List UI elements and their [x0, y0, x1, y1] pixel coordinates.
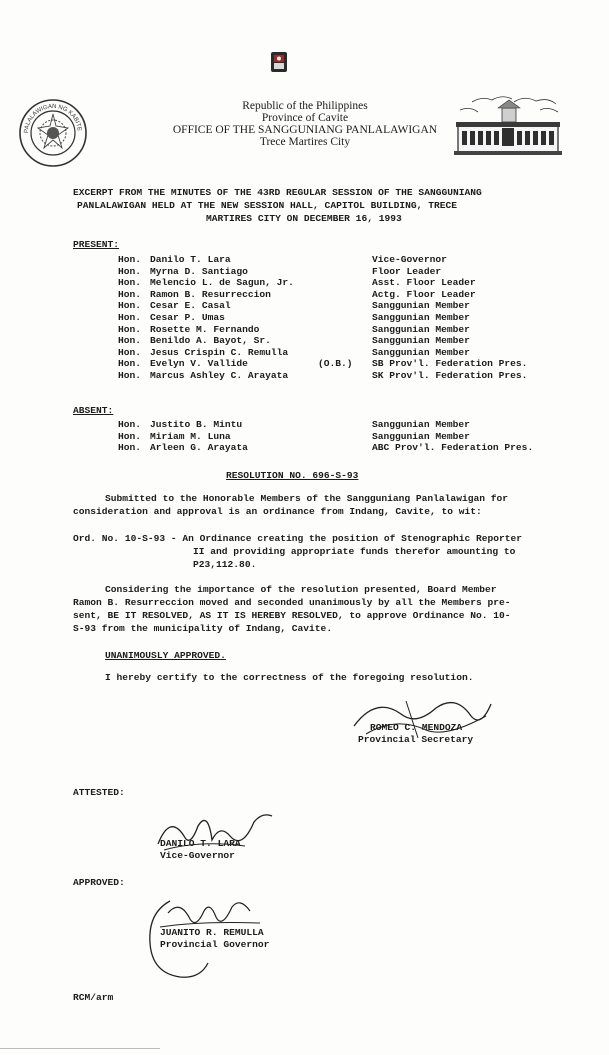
submitted-line-1: Submitted to the Honorable Members of the Sangguniang Panlalawigan for: [105, 493, 509, 504]
considering-line-3: sent, BE IT RESOLVED, AS IT IS HEREBY RESOLVED, to approve Ordinance No. 10-: [73, 610, 511, 621]
vice-governor-name: DANILO T. LARA: [160, 838, 241, 849]
present-member: Hon. Marcus Ashley C. Arayata SK Prov'l. Federation Pres.: [118, 369, 528, 381]
present-member: Hon. Cesar E. Casal Sanggunian Member: [118, 300, 470, 312]
top-emblem-icon: [271, 52, 287, 72]
considering-line-2: Ramon B. Resurreccion moved and seconded unanimously by all the Members pre-: [73, 597, 511, 608]
present-label: PRESENT:: [73, 239, 120, 250]
reference-initials: RCM/arm: [73, 992, 114, 1003]
letterhead-republic: Republic of the Philippines: [242, 100, 368, 112]
present-member: Hon. Danilo T. Lara Vice-Governor: [118, 254, 447, 265]
present-member: Hon. Myrna D. Santiago Floor Leader: [118, 265, 442, 277]
present-member: Hon. Melencio L. de Sagun, Jr. Asst. Floor Leader: [118, 277, 476, 289]
present-member: Hon. Evelyn V. Vallide (O.B.) SB Prov'l. Federation Pres.: [118, 358, 528, 370]
unanimously-approved: UNANIMOUSLY APPROVED.: [105, 650, 226, 661]
approved-label: APPROVED:: [73, 877, 125, 888]
governor-title: Provincial Governor: [160, 939, 270, 950]
letterhead-province: Province of Cavite: [261, 112, 349, 124]
ordinance-line-2: II and providing appropriate funds therefor amounting to: [193, 546, 516, 557]
scan-edge-divider: [0, 1048, 160, 1049]
provincial-seal-icon: [18, 98, 88, 168]
absent-member: Hon. Miriam M. Luna Sanggunian Member: [118, 430, 470, 442]
submitted-line-2: consideration and approval is an ordinance from Indang, Cavite, to wit:: [73, 506, 482, 517]
certify-statement: I hereby certify to the correctness of the foregoing resolution.: [105, 672, 474, 683]
vice-governor-title: Vice-Governor: [160, 850, 235, 861]
excerpt-line-1: EXCERPT FROM THE MINUTES OF THE 43RD REGULAR SESSION OF THE SANGGUNIANG: [73, 187, 482, 198]
resolution-title: RESOLUTION NO. 696-S-93: [226, 470, 359, 481]
absent-member: Hon. Arleen G. Arayata ABC Prov'l. Federation Pres.: [118, 442, 534, 454]
considering-line-1: Considering the importance of the resolution presented, Board Member: [105, 584, 497, 595]
capitol-building-icon: [452, 92, 564, 158]
present-member: Hon. Benildo A. Bayot, Sr. Sanggunian Member: [118, 335, 470, 347]
present-member: Hon. Ramon B. Resurreccion Actg. Floor Leader: [118, 288, 476, 300]
excerpt-line-3: MARTIRES CITY ON DECEMBER 16, 1993: [206, 213, 402, 224]
secretary-title: Provincial Secretary: [358, 734, 474, 745]
svg-text:PALALAWIGAN NG KABITE: PALALAWIGAN NG KABITE: [23, 103, 82, 134]
absent-label: ABSENT:: [73, 405, 114, 416]
ordinance-line-1: Ord. No. 10-S-93 - An Ordinance creating the position of Stenographic Reporter: [73, 533, 523, 544]
present-member: Hon. Rosette M. Fernando Sanggunian Member: [118, 323, 470, 335]
letterhead-office: OFFICE OF THE SANGGUNIANG PANLALAWIGAN: [172, 124, 438, 136]
present-roster: [118, 254, 558, 382]
governor-name: JUANITO R. REMULLA: [160, 927, 264, 938]
secretary-name: ROMEO C. MENDOZA: [370, 722, 463, 733]
excerpt-line-2: PANLALAWIGAN HELD AT THE NEW SESSION HALL, CAPITOL BUILDING, TRECE: [77, 200, 457, 211]
present-member: Hon. Cesar P. Umas Sanggunian Member: [118, 311, 470, 323]
attested-label: ATTESTED:: [73, 787, 125, 798]
absent-roster: [118, 419, 558, 454]
present-member: Hon. Jesus Crispin C. Remulla Sanggunian Member: [118, 346, 470, 358]
letterhead-city: Trece Martires City: [259, 136, 351, 148]
considering-line-4: S-93 from the municipality of Indang, Cavite.: [73, 623, 333, 634]
absent-member: Hon. Justito B. Mintu Sanggunian Member: [118, 419, 470, 430]
ordinance-amount: P23,112.80.: [193, 559, 257, 570]
